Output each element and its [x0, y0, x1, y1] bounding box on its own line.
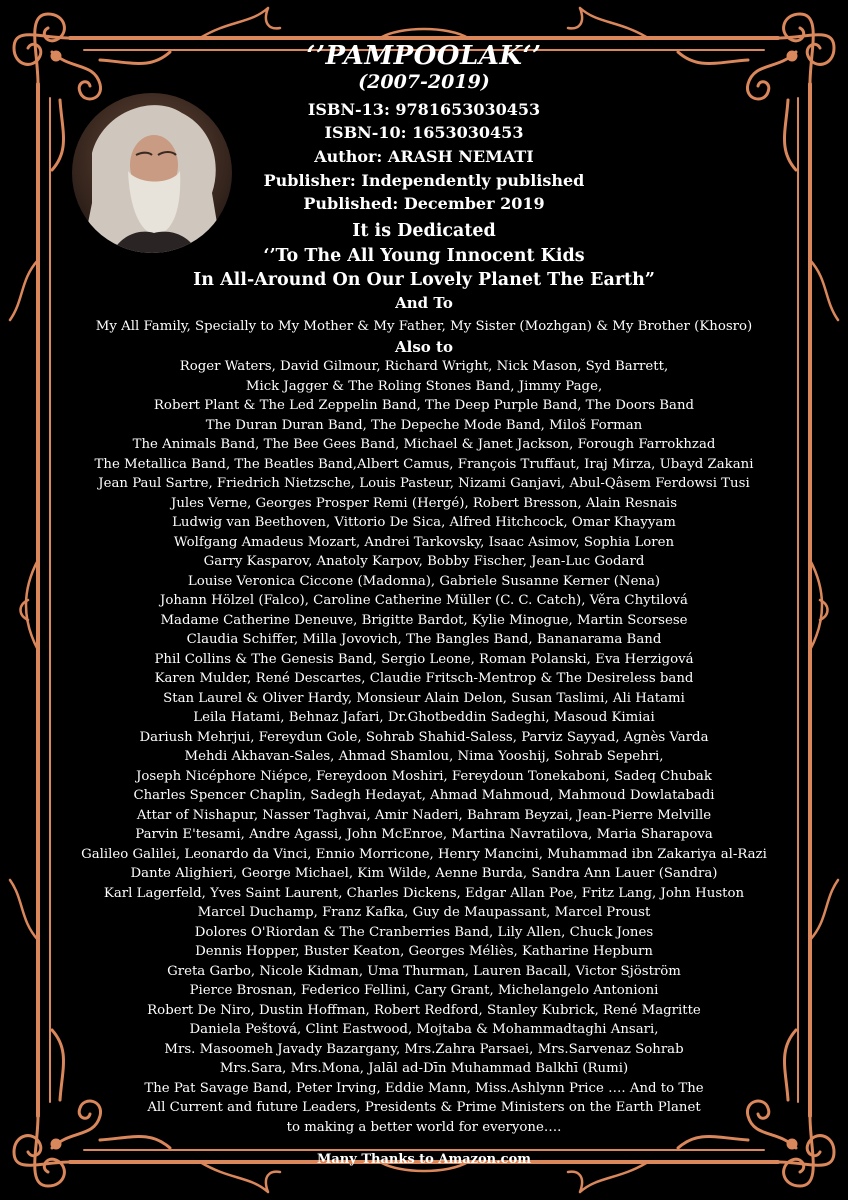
names-line: The Animals Band, The Bee Gees Band, Michael & Janet Jackson, Forough Farrokhzad — [132, 437, 716, 452]
names-line: Dolores O'Riordan & The Cranberries Band, Lily Allen, Chuck Jones — [194, 924, 654, 940]
names-line: Charles Spencer Chaplin, Sadegh Hedayat, Ahmad Mahmoud, Mahmoud Dowlatabadi — [133, 788, 715, 803]
thanks-footer: Many Thanks to Amazon.com — [316, 1152, 532, 1167]
names-line: Johann Hölzel (Falco), Caroline Catherine Müller (C. C. Catch), Věra Chytilová — [160, 593, 688, 608]
names-line: Jules Verne, Georges Prosper Remi (Hergé), Robert Bresson, Alain Resnais — [170, 495, 678, 511]
names-line: Karl Lagerfeld, Yves Saint Laurent, Charles Dickens, Edgar Allan Poe, Fritz Lang, John Huston — [103, 885, 745, 901]
names-line: Mick Jagger & The Roling Stones Band, Jimmy Page, — [245, 378, 603, 394]
names-line: The Metallica Band, The Beatles Band,Albert Camus, François Truffaut, Iraj Mirza, Ubayd Zakani — [94, 456, 754, 472]
dedication-line-2: In All-Around On Our Lovely Planet The Earth” — [193, 270, 655, 290]
names-line: The Pat Savage Band, Peter Irving, Eddie Mann, Miss.Ashlynn Price …. And to The — [144, 1080, 704, 1096]
dedication-heading: It is Dedicated — [352, 221, 496, 241]
names-line: Madame Catherine Deneuve, Brigitte Bardot, Kylie Minogue, Martin Scorsese — [160, 612, 688, 628]
names-line: Phil Collins & The Genesis Band, Sergio Leone, Roman Polanski, Eva Herzigová — [154, 651, 694, 667]
published-date-text: Published: December 2019 — [303, 194, 545, 213]
author-text: Author: ARASH NEMATI — [314, 147, 534, 166]
names-line: Mrs.Sara, Mrs.Mona, Jalāl ad-Dīn Muhammad Balkhī (Rumi) — [219, 1061, 629, 1076]
names-line: Mehdi Akhavan-Sales, Ahmad Shamlou, Nima Yooshij, Sohrab Sepehri, — [184, 749, 664, 764]
names-line: Louise Veronica Ciccone (Madonna), Gabriele Susanne Kerner (Nena) — [187, 573, 661, 589]
names-line: Dariush Mehrjui, Fereydun Gole, Sohrab Shahid-Saless, Parviz Sayyad, Agnès Varda — [139, 729, 709, 745]
names-line: Robert Plant & The Led Zeppelin Band, The Deep Purple Band, The Doors Band — [153, 398, 695, 413]
names-line: Daniela Peštová, Clint Eastwood, Mojtaba & Mohammadtaghi Ansari, — [189, 1022, 659, 1037]
names-line: Ludwig van Beethoven, Vittorio De Sica, Alfred Hitchcock, Omar Khayyam — [172, 515, 676, 530]
names-line: Karen Mulder, René Descartes, Claudie Fritsch-Mentrop & The Desireless band — [154, 671, 694, 686]
names-line: to making a better world for everyone…. — [286, 1119, 562, 1135]
isbn10-text: ISBN-10: 1653030453 — [324, 123, 524, 142]
also-to-heading: Also to — [395, 338, 453, 356]
names-line: Wolfgang Amadeus Mozart, Andrei Tarkovsky, Isaac Asimov, Sophia Loren — [173, 534, 675, 550]
dedication-line-1: ‘’To The All Young Innocent Kids — [263, 246, 585, 266]
family-dedication: My All Family, Specially to My Mother & My Father, My Sister (Mozhgan) & My Brother (Khosro) — [95, 319, 753, 334]
top-center-ornament — [200, 8, 648, 38]
names-line: Roger Waters, David Gilmour, Richard Wright, Nick Mason, Syd Barrett, — [179, 359, 669, 374]
names-line: Dennis Hopper, Buster Keaton, Georges Méliès, Katharine Hepburn — [195, 944, 653, 959]
left-side-ornament — [10, 260, 38, 940]
names-line: Mrs. Masoomeh Javady Bazargany, Mrs.Zahra Parsaei, Mrs.Sarvenaz Sohrab — [164, 1041, 684, 1057]
names-line: Parvin E'tesami, Andre Agassi, John McEnroe, Martina Navratilova, Maria Sharapova — [135, 827, 713, 842]
names-line: All Current and future Leaders, Presidents & Prime Ministers on the Earth Planet — [147, 1100, 701, 1115]
names-line: Jean Paul Sartre, Friedrich Nietzsche, Louis Pasteur, Nizami Ganjavi, Abul-Qâsem Ferdowsi Tusi — [98, 476, 750, 491]
names-line: Marcel Duchamp, Franz Kafka, Guy de Maupassant, Marcel Proust — [197, 905, 651, 920]
names-line: Stan Laurel & Oliver Hardy, Monsieur Alain Delon, Susan Taslimi, Ali Hatami — [163, 690, 685, 706]
names-line: Attar of Nishapur, Nasser Taghvai, Amir Naderi, Bahram Beyzai, Jean-Pierre Melville — [136, 807, 712, 823]
and-to-heading: And To — [395, 294, 453, 312]
dedication-names-list — [40, 357, 808, 1137]
names-line: Pierce Brosnan, Federico Fellini, Cary Grant, Michelangelo Antonioni — [189, 983, 659, 998]
names-line: Joseph Nicéphore Niépce, Fereydoon Moshiri, Fereydoun Tonekaboni, Sadeq Chubak — [136, 768, 712, 784]
right-side-ornament — [810, 260, 838, 940]
names-line: Galileo Galilei, Leonardo da Vinci, Ennio Morricone, Henry Mancini, Muhammad ibn Zakariya al-Razi — [81, 846, 767, 862]
names-line: Robert De Niro, Dustin Hoffman, Robert Redford, Stanley Kubrick, René Magritte — [147, 1002, 701, 1018]
book-title: ‘’PAMPOOLAK‘’ — [306, 41, 542, 71]
names-line: The Duran Duran Band, The Depeche Mode Band, Miloš Forman — [205, 417, 643, 433]
names-line: Leila Hatami, Behnaz Jafari, Dr.Ghotbeddin Sadeghi, Masoud Kimiai — [193, 710, 655, 725]
names-line: Garry Kasparov, Anatoly Karpov, Bobby Fischer, Jean-Luc Godard — [203, 554, 645, 569]
publisher-text: Publisher: Independently published — [263, 171, 585, 190]
book-years: (2007-2019) — [358, 71, 490, 93]
names-line: Dante Alighieri, George Michael, Kim Wilde, Aenne Burda, Sandra Ann Lauer (Sandra) — [130, 866, 718, 881]
isbn13-text: ISBN-13: 9781653030453 — [307, 100, 541, 119]
names-line: Claudia Schiffer, Milla Jovovich, The Bangles Band, Bananarama Band — [186, 632, 662, 647]
names-line: Greta Garbo, Nicole Kidman, Uma Thurman, Lauren Bacall, Victor Sjöström — [167, 963, 681, 979]
